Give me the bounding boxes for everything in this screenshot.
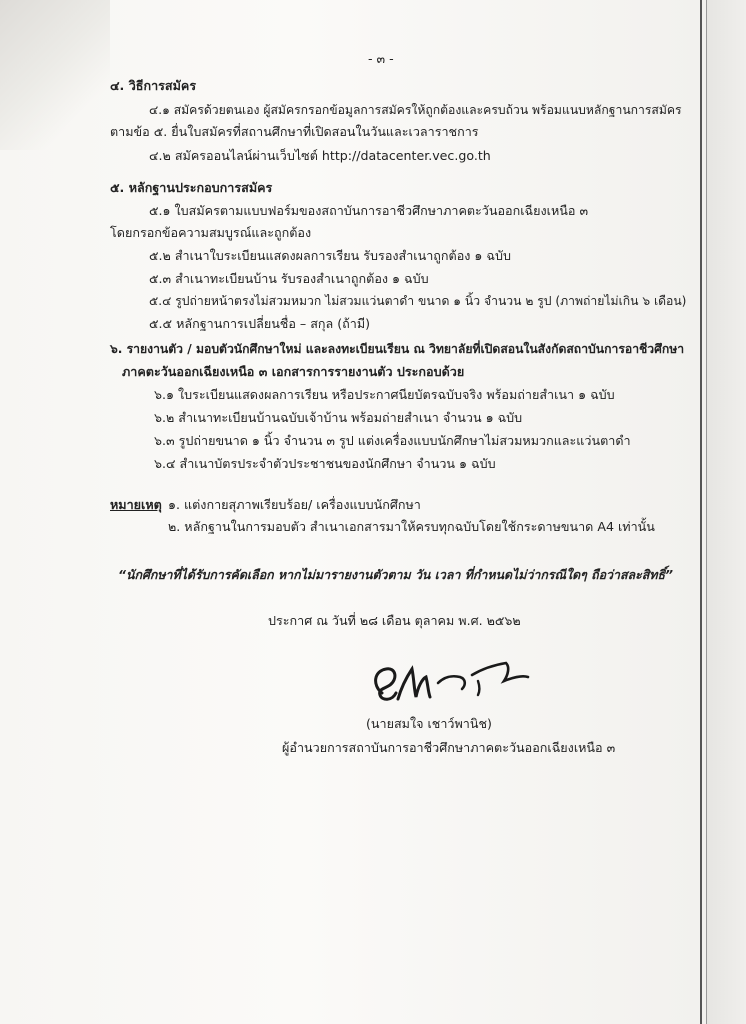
section4-item1-line2: ตามข้อ ๕. ยื่นใบสมัครที่สถานศึกษาที่เปิดสอนในวันและเวลาราชการ	[110, 124, 479, 139]
announcement-date: ประกาศ ณ วันที่ ๒๘ เดือน ตุลาคม พ.ศ. ๒๕๖๒	[268, 613, 521, 628]
section4-heading: ๔. วิธีการสมัคร	[110, 78, 197, 93]
binding-edge-line-secondary	[706, 0, 707, 1024]
section5-item1-line1: ๕.๑ ใบสมัครตามแบบฟอร์มของสถาบันการอาชีวศึกษาภาคตะวันออกเฉียงเหนือ ๓	[149, 203, 589, 218]
page-edge-shade	[707, 0, 746, 1024]
section4-item1-line1: ๔.๑ สมัครด้วยตนเอง ผู้สมัครกรอกข้อมูลการสมัครให้ถูกต้องและครบถ้วน พร้อมแนบหลักฐานการสมัคร	[149, 103, 682, 117]
disqualification-notice: “นักศึกษาที่ได้รับการคัดเลือก หากไม่มารายงานตัวตาม วัน เวลา ที่กำหนดไม่ว่ากรณีใดๆ ถือว่าสละสิทธิ์”	[118, 567, 674, 582]
section5-item5: ๕.๕ หลักฐานการเปลี่ยนชื่อ – สกุล (ถ้ามี)	[149, 316, 371, 331]
page-number: - ๓ -	[368, 51, 394, 66]
section5-item3: ๕.๓ สำเนาทะเบียนบ้าน รับรองสำเนาถูกต้อง ๑ ฉบับ	[149, 271, 429, 286]
remarks-label: หมายเหตุ	[110, 497, 162, 512]
remarks-item1: ๑. แต่งกายสุภาพเรียบร้อย/ เครื่องแบบนักศึกษา	[168, 497, 421, 512]
section5-item1-line2: โดยกรอกข้อความสมบูรณ์และถูกต้อง	[110, 225, 312, 240]
section5-item2: ๕.๒ สำเนาใบระเบียนแสดงผลการเรียน รับรองสำเนาถูกต้อง ๑ ฉบับ	[149, 248, 511, 263]
section6-item4: ๖.๔ สำเนาบัตรประจำตัวประชาชนของนักศึกษา จำนวน ๑ ฉบับ	[154, 456, 496, 471]
section6-heading-line2: ภาคตะวันออกเฉียงเหนือ ๓ เอกสารการรายงานตัว ประกอบด้วย	[122, 364, 465, 379]
section5-item4: ๕.๔ รูปถ่ายหน้าตรงไม่สวมหมวก ไม่สวมแว่นตาดำ ขนาด ๑ นิ้ว จำนวน ๒ รูป (ภาพถ่ายไม่เกิน ๖ เดือน)	[149, 294, 687, 308]
binding-edge-line	[700, 0, 702, 1024]
section6-heading-line1: ๖. รายงานตัว / มอบตัวนักศึกษาใหม่ และลงทะเบียนเรียน ณ วิทยาลัยที่เปิดสอนในสังกัดสถาบันการอาชีวศึกษา	[110, 342, 685, 356]
section6-item2: ๖.๒ สำเนาทะเบียนบ้านฉบับเจ้าบ้าน พร้อมถ่ายสำเนา จำนวน ๑ ฉบับ	[154, 410, 523, 425]
remarks-item2: ๒. หลักฐานในการมอบตัว สำเนาเอกสารมาให้ครบทุกฉบับโดยใช้กระดาษขนาด A4 เท่านั้น	[168, 519, 655, 534]
signer-title: ผู้อำนวยการสถาบันการอาชีวศึกษาภาคตะวันออกเฉียงเหนือ ๓	[282, 740, 616, 755]
signature-image	[368, 655, 538, 715]
section6-item1: ๖.๑ ใบระเบียนแสดงผลการเรียน หรือประกาศนียบัตรฉบับจริง พร้อมถ่ายสำเนา ๑ ฉบับ	[154, 387, 615, 402]
section4-item2: ๔.๒ สมัครออนไลน์ผ่านเว็บไซต์ http://datacenter.vec.go.th	[149, 148, 491, 163]
section6-item3: ๖.๓ รูปถ่ายขนาด ๑ นิ้ว จำนวน ๓ รูป แต่งเครื่องแบบนักศึกษาไม่สวมหมวกและแว่นตาดำ	[154, 433, 631, 448]
section5-heading: ๕. หลักฐานประกอบการสมัคร	[110, 180, 273, 195]
signer-name: (นายสมใจ เชาว์พานิช)	[366, 716, 492, 731]
paper-fold-shadow	[0, 0, 110, 150]
